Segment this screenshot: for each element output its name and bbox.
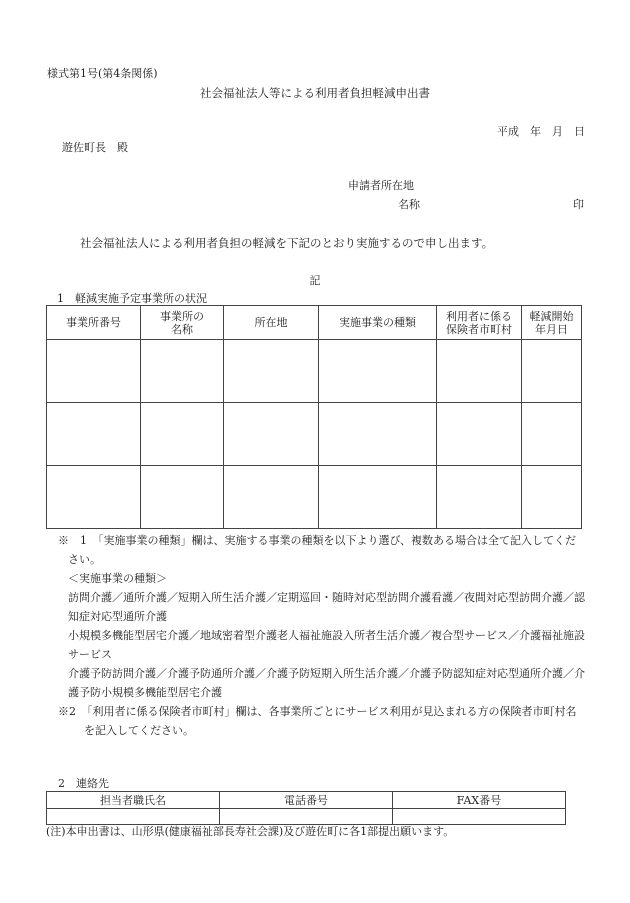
service-types-list-2: 小規模多機能型居宅介護／地域密着型介護老人福祉施設入所者生活介護／複合型サービス／介護福祉施設サービス xyxy=(68,629,585,661)
table-row xyxy=(47,340,582,403)
col-location xyxy=(224,306,319,340)
table-cell[interactable] xyxy=(437,466,522,529)
table-cell[interactable] xyxy=(47,466,141,529)
table-header-row xyxy=(47,792,566,809)
notes-block xyxy=(58,531,586,740)
table-cell[interactable] xyxy=(224,340,319,403)
table-cell[interactable] xyxy=(522,340,582,403)
col-label: 事業所の名称 xyxy=(160,309,204,336)
col-label: 軽減開始年月日 xyxy=(529,309,574,336)
col-label: 所在地 xyxy=(254,316,288,329)
table-cell[interactable] xyxy=(141,466,224,529)
table-cell[interactable] xyxy=(47,340,141,403)
table-cell[interactable] xyxy=(141,340,224,403)
col-label: 事業所番号 xyxy=(66,316,121,329)
table-cell[interactable] xyxy=(319,466,437,529)
col-office-number xyxy=(47,306,141,340)
footnote: (注)本申出書は、山形県(健康福祉部長寿社会課)及び遊佐町に各1部提出願います。 xyxy=(46,825,455,838)
table-cell[interactable] xyxy=(319,340,437,403)
table-cell[interactable] xyxy=(141,403,224,466)
col-fax: FAX番号 xyxy=(393,792,566,809)
col-label: 実施事業の種類 xyxy=(339,316,416,329)
ki-label: 記 xyxy=(309,274,321,287)
table-cell[interactable] xyxy=(224,403,319,466)
section1-heading: 1 軽減実施予定事業所の状況 xyxy=(57,292,207,305)
table-row xyxy=(47,403,582,466)
col-label: 利用者に係る保険者市町村 xyxy=(446,309,512,336)
applicant-address-label: 申請者所在地 xyxy=(348,179,414,192)
document-title: 社会福祉法人等による利用者負担軽減申出書 xyxy=(200,86,430,100)
table-cell[interactable] xyxy=(437,403,522,466)
facilities-table xyxy=(46,305,582,529)
service-types-list-3: 介護予防訪問介護／介護予防通所介護／介護予防短期入所生活介護／介護予防認知症対応型通所介護／介護予防小規模多機能型居宅介護 xyxy=(68,667,585,699)
col-insurer xyxy=(437,306,522,340)
note-1: ※ 1 「実施事業の種類」欄は、実施する事業の種類を以下より選び、複数ある場合は全て記入してください。 xyxy=(58,534,577,566)
addressee: 遊佐町長 殿 xyxy=(62,141,128,154)
col-contact-person: 担当者職氏名 xyxy=(47,792,220,809)
col-service-type xyxy=(319,306,437,340)
section2-heading: 2 連絡先 xyxy=(58,777,109,790)
note-2: ※2 「利用者に係る保険者市町村」欄は、各事業所ごとにサービス利用が見込まれる方の保険者市町村名を記入してください。 xyxy=(58,705,577,737)
service-types-list-1: 訪問介護／通所介護／短期入所生活介護／定期巡回・随時対応型訪問介護看護／夜間対応型訪問介護／認知症対応型通所介護 xyxy=(68,591,585,623)
table-cell[interactable] xyxy=(522,466,582,529)
table-header-row xyxy=(47,306,582,340)
applicant-name-label: 名称 xyxy=(398,198,420,211)
seal-mark: 印 xyxy=(573,198,584,211)
table-cell[interactable] xyxy=(522,403,582,466)
col-phone: 電話番号 xyxy=(220,792,393,809)
table-cell[interactable] xyxy=(437,340,522,403)
table-row xyxy=(47,466,582,529)
service-types-heading: ＜実施事業の種類＞ xyxy=(68,572,167,585)
table-cell[interactable] xyxy=(47,403,141,466)
table-cell[interactable] xyxy=(224,466,319,529)
table-cell[interactable] xyxy=(319,403,437,466)
date-line: 平成 年 月 日 xyxy=(497,125,585,138)
col-office-name xyxy=(141,306,224,340)
col-start-date xyxy=(522,306,582,340)
intro-text: 社会福祉法人による利用者負担の軽減を下記のとおり実施するので申し出ます。 xyxy=(80,236,494,250)
contact-table xyxy=(46,791,566,825)
form-number: 様式第1号(第4条関係) xyxy=(47,67,158,80)
